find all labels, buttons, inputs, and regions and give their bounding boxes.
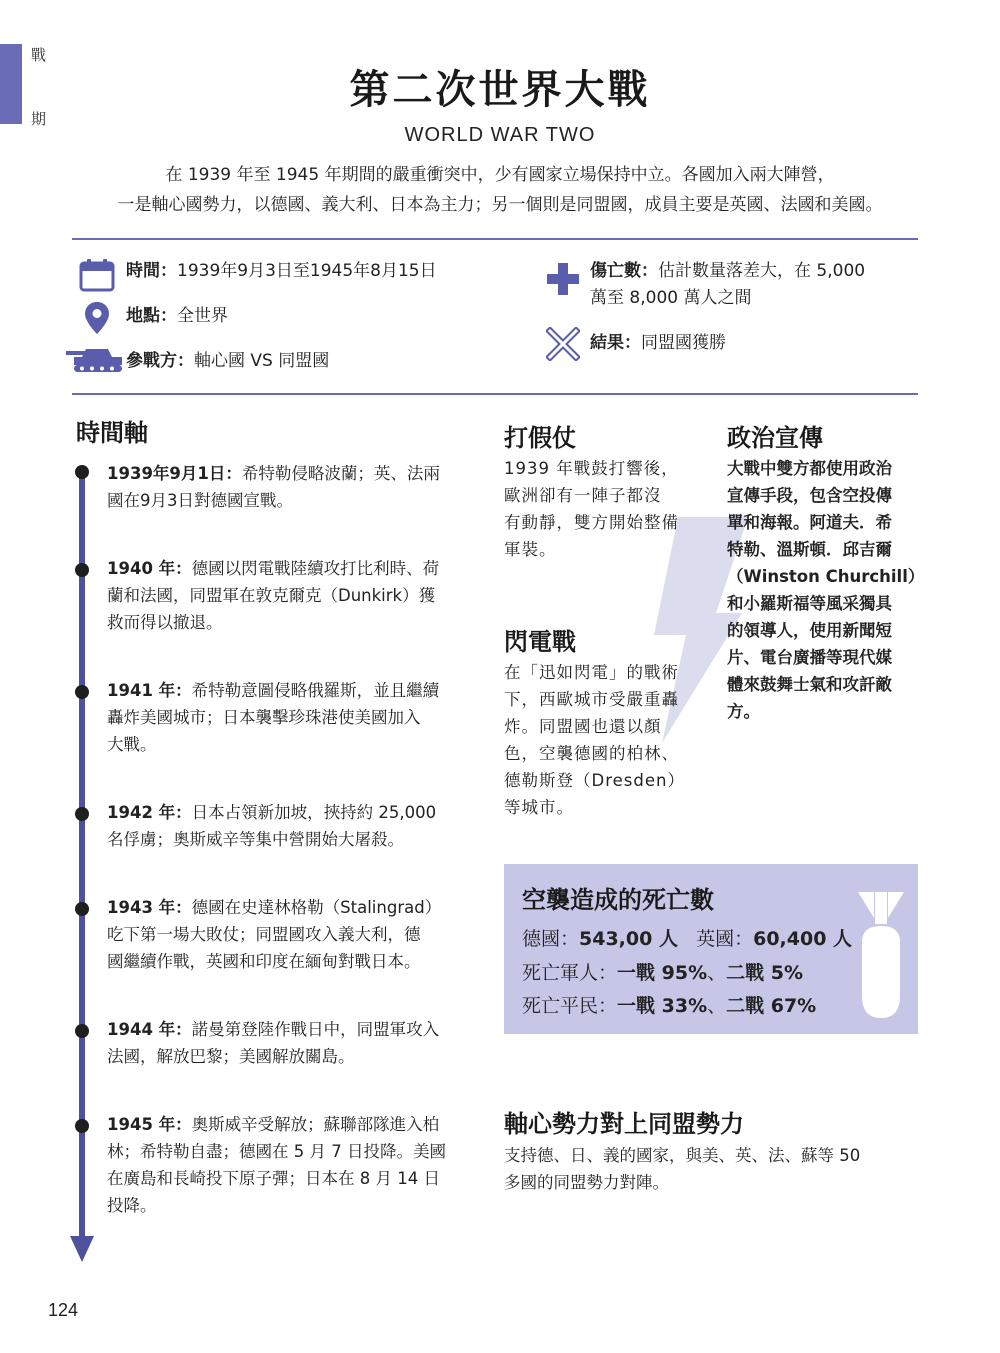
timeline-entry-1943 (107, 894, 482, 975)
propaganda-text (727, 455, 923, 725)
intro-paragraph (40, 160, 960, 220)
axis-vs-allies-text (504, 1142, 922, 1196)
timeline-arrow-icon (70, 1236, 94, 1262)
separator: 、 (707, 962, 727, 984)
fact-time (126, 258, 437, 285)
blitz-line: 下，西歐城市受嚴重轟 (504, 690, 679, 709)
medical-cross-icon (546, 262, 580, 296)
phony-war-line: 有動靜，雙方開始整備 (504, 513, 679, 532)
timeline-year: 1940 年： (107, 559, 192, 578)
timeline-text: 救而得以撤退。 (107, 613, 223, 632)
phony-war-line: 1939 年戰鼓打響後， (504, 459, 679, 478)
propaganda-line: 宣傳手段，包含空投傳 (727, 486, 892, 505)
separator: 、 (707, 995, 727, 1017)
blitz-line: 德勒斯登（Dresden） (504, 771, 685, 790)
propaganda-line: 單和海報。阿道夫．希 (727, 513, 892, 532)
timeline-text: 蘭和法國，同盟軍在敦克爾克（Dunkirk）獲 (107, 586, 436, 605)
divider-bottom (72, 393, 918, 395)
fact-result (590, 330, 726, 357)
timeline-entry-1940 (107, 555, 482, 636)
phony-war-line: 歐洲卻有一陣子都沒 (504, 486, 662, 505)
timeline-text: 轟炸美國城市；日本襲擊珍珠港使美國加入 (107, 708, 421, 727)
fact-place (126, 303, 228, 330)
timeline-text: 國在9月3日對德國宣戰。 (107, 491, 293, 510)
timeline-text: 希特勒侵略波蘭；英、法兩 (241, 464, 440, 483)
timeline-text: 奧斯威辛受解放；蘇聯部隊進入柏 (191, 1115, 440, 1134)
soldiers-ww2: 二戰 5% (726, 962, 803, 984)
page-title: 第二次世界大戰 (349, 67, 651, 113)
timeline-dot (75, 685, 89, 699)
civilians-ww2: 二戰 67% (726, 995, 817, 1017)
civilians-label: 死亡平民： (522, 995, 618, 1017)
air-raid-deaths-box (504, 864, 918, 1034)
timeline-dot (75, 1024, 89, 1038)
bomb-icon (858, 890, 904, 1020)
chapter-tab-label-1: 戰 (31, 46, 47, 64)
germany-label: 德國： (522, 928, 580, 950)
crossed-swords-icon (546, 327, 580, 361)
propaganda-line: 體來鼓舞士氣和攻訐敵 (727, 675, 892, 694)
fact-place-label: 地點： (126, 306, 177, 326)
timeline-dot (75, 465, 89, 479)
timeline-text: 德國在史達林格勒（Stalingrad） (191, 898, 442, 917)
fact-time-label: 時間： (126, 261, 177, 281)
axis-vs-allies-line: 多國的同盟勢力對陣。 (504, 1173, 669, 1192)
timeline-dot (75, 807, 89, 821)
propaganda-line: 方。 (727, 702, 760, 721)
fact-casualties-label: 傷亡數： (590, 261, 658, 281)
timeline-dot (75, 563, 89, 577)
timeline-text: 希特勒意圖侵略俄羅斯，並且繼續 (191, 681, 440, 700)
fact-casualties-value-cont: 萬至 8,000 萬人之間 (590, 288, 752, 308)
phony-war-line: 軍裝。 (504, 540, 557, 559)
fact-place-value: 全世界 (177, 306, 228, 326)
timeline-entry-1939 (107, 460, 482, 514)
timeline-text: 名俘虜；奧斯威辛等集中營開始大屠殺。 (107, 830, 404, 849)
blitz-line: 等城市。 (504, 798, 574, 817)
timeline-text: 德國以閃電戰陸續攻打比利時、荷 (191, 559, 440, 578)
timeline-entry-1941 (107, 677, 482, 758)
timeline-year: 1945 年： (107, 1115, 192, 1134)
timeline-heading: 時間軸 (76, 419, 148, 447)
timeline-year: 1939年9月1日： (107, 464, 242, 483)
fact-parties (126, 348, 329, 375)
blitz-text (504, 659, 699, 821)
timeline-text: 在廣島和長崎投下原子彈；日本在 8 月 14 日 (107, 1169, 440, 1188)
propaganda-line: 片、電台廣播等現代媒 (727, 648, 892, 667)
uk-value: 60,400 人 (753, 928, 853, 950)
tank-icon (64, 346, 124, 374)
page-number: 124 (48, 1300, 79, 1320)
calendar-icon (79, 258, 115, 292)
axis-vs-allies-heading: 軸心勢力對上同盟勢力 (504, 1110, 744, 1138)
propaganda-line: 特勒、溫斯頓．邱吉爾 (727, 540, 892, 559)
phony-war-text (504, 455, 699, 563)
timeline-text: 國繼續作戰，英國和印度在緬甸對戰日本。 (107, 952, 421, 971)
timeline-dot (75, 902, 89, 916)
timeline-entry-1944 (107, 1016, 482, 1070)
blitz-heading: 閃電戰 (504, 628, 576, 656)
divider-top (72, 238, 918, 240)
timeline-text: 諾曼第登陸作戰日中，同盟軍攻入 (191, 1020, 440, 1039)
timeline-year: 1941 年： (107, 681, 192, 700)
timeline-text: 吃下第一場大敗仗；同盟國攻入義大利，德 (107, 925, 421, 944)
propaganda-line: 大戰中雙方都使用政治 (727, 459, 892, 478)
civilian-deaths (522, 991, 816, 1018)
propaganda-line: 和小羅斯福等風采獨具 (727, 594, 892, 613)
timeline-text: 日本占領新加坡，挾持約 25,000 (191, 803, 437, 822)
location-pin-icon (84, 301, 110, 335)
timeline-entry-1942 (107, 799, 482, 853)
uk-label: 英國： (696, 928, 754, 950)
blitz-line: 炸。同盟國也還以顏 (504, 717, 662, 736)
soldier-deaths (522, 958, 803, 985)
timeline-text: 大戰。 (107, 735, 157, 754)
timeline-dot (75, 1119, 89, 1133)
intro-line: 一是軸心國勢力，以德國、義大利、日本為主力；另一個則是同盟國，成員主要是英國、法國和美國。 (117, 195, 883, 215)
fact-casualties-value: 估計數量落差大，在 5,000 (658, 261, 866, 281)
timeline-entry-1945 (107, 1111, 482, 1219)
fact-parties-value: 軸心國 VS 同盟國 (194, 351, 330, 371)
air-raid-deaths-heading: 空襲造成的死亡數 (522, 886, 714, 914)
axis-vs-allies-line: 支持德、日、義的國家，與美、英、法、蘇等 50 (504, 1146, 861, 1165)
fact-time-value: 1939年9月3日至1945年8月15日 (177, 261, 437, 281)
phony-war-heading: 打假仗 (504, 424, 576, 452)
timeline-year: 1944 年： (107, 1020, 192, 1039)
timeline-text: 林；希特勒自盡；德國在 5 月 7 日投降。美國 (107, 1142, 446, 1161)
blitz-line: 在「迅如閃電」的戰術 (504, 663, 679, 682)
page-subtitle: WORLD WAR TWO (404, 124, 596, 146)
fact-parties-label: 參戰方： (126, 351, 194, 371)
blitz-line: 色，空襲德國的柏林、 (504, 744, 679, 763)
soldiers-label: 死亡軍人： (522, 962, 618, 984)
timeline-text: 法國，解放巴黎；美國解放關島。 (107, 1047, 355, 1066)
propaganda-line: （Winston Churchill） (727, 567, 925, 586)
germany-value: 543,00 人 (579, 928, 678, 950)
intro-line: 在 1939 年至 1945 年期間的嚴重衝突中，少有國家立場保持中立。各國加入兩大陣營， (165, 165, 835, 185)
chapter-tab-label-2: 期 (31, 110, 47, 128)
timeline-year: 1943 年： (107, 898, 192, 917)
timeline-text: 投降。 (107, 1196, 157, 1215)
civilians-ww1: 一戰 33% (617, 995, 708, 1017)
fact-result-label: 結果： (590, 333, 641, 353)
fact-result-value: 同盟國獲勝 (641, 333, 726, 353)
deaths-by-country (522, 924, 852, 951)
fact-casualties (590, 258, 920, 312)
timeline-year: 1942 年： (107, 803, 192, 822)
propaganda-line: 的領導人，使用新聞短 (727, 621, 892, 640)
propaganda-heading: 政治宣傳 (727, 424, 823, 452)
soldiers-ww1: 一戰 95% (617, 962, 708, 984)
